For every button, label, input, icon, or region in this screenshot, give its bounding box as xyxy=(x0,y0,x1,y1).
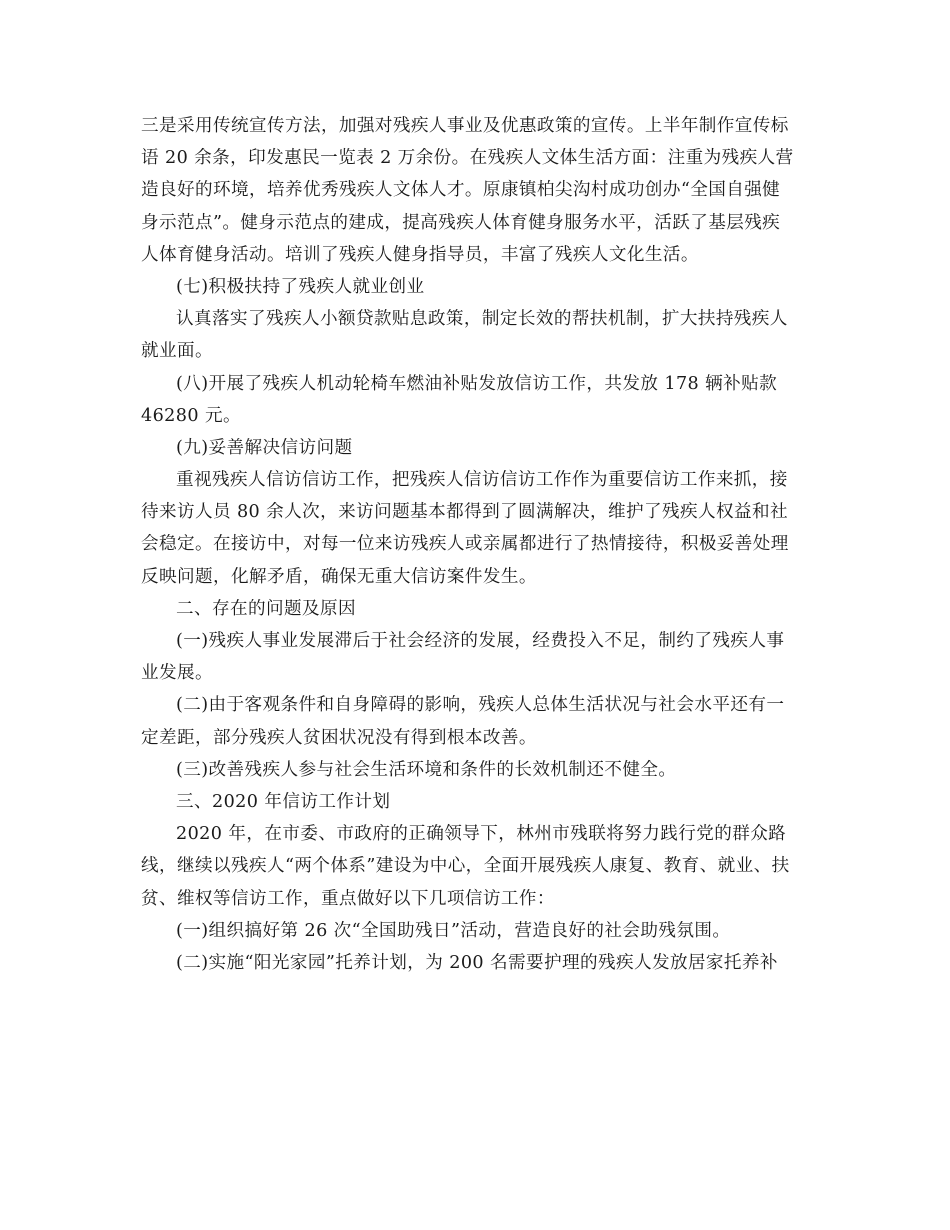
text-line: 待来访人员 80 余人次，来访问题基本都得到了圆满解决，维护了残疾人权益和社 xyxy=(141,502,788,523)
section-heading-7 xyxy=(141,271,811,303)
text-line: (二)实施“阳光家园”托养计划，为 200 名需要护理的残疾人发放居家托养补 xyxy=(176,952,778,973)
text-line: (二)由于客观条件和自身障碍的影响，残疾人总体生活状况与社会水平还有一 xyxy=(176,695,785,716)
problem-item-1 xyxy=(141,625,811,689)
text-line: 就业面。 xyxy=(141,341,213,362)
text-line: 重视残疾人信访信访工作，把残疾人信访信访工作作为重要信访工作来抓，接 xyxy=(176,470,788,491)
problem-item-2 xyxy=(141,689,811,753)
text-line: (八)开展了残疾人机动轮椅车燃油补贴发放信访工作，共发放 178 辆补贴款 xyxy=(176,373,778,394)
text-line: (三)改善残疾人参与社会生活环境和条件的长效机制还不健全。 xyxy=(176,759,677,780)
section-item-8 xyxy=(141,368,811,432)
paragraph-plan-intro xyxy=(141,818,811,915)
text-line: (九)妥善解决信访问题 xyxy=(176,437,353,458)
plan-item-2 xyxy=(141,947,811,979)
text-line: (一)残疾人事业发展滞后于社会经济的发展，经费投入不足，制约了残疾人事 xyxy=(176,631,785,651)
text-line: 造良好的环境，培养优秀残疾人文体人才。原康镇柏尖沟村成功创办“全国自强健 xyxy=(141,180,781,201)
text-line: 三、2020 年信访工作计划 xyxy=(176,791,391,812)
plan-item-1 xyxy=(141,915,811,947)
paragraph-petitions xyxy=(141,464,811,593)
text-line: 反映问题，化解矛盾，确保无重大信访案件发生。 xyxy=(141,566,537,587)
text-line: 线，继续以残疾人“两个体系”建设为中心，全面开展残疾人康复、教育、就业、扶 xyxy=(141,856,790,877)
text-line: 语 20 余条，印发惠民一览表 2 万余份。在残疾人文体生活方面：注重为残疾人营 xyxy=(141,148,794,169)
text-line: 2020 年，在市委、市政府的正确领导下，林州市残联将努力践行党的群众路 xyxy=(176,824,787,845)
paragraph-publicity-and-culture xyxy=(141,110,811,271)
text-line: 人体育健身活动。培训了残疾人健身指导员，丰富了残疾人文化生活。 xyxy=(141,244,699,265)
text-line: 认真落实了残疾人小额贷款贴息政策，制定长效的帮扶机制，扩大扶持残疾人 xyxy=(176,309,788,330)
text-line: (一)组织搞好第 26 次“全国助残日”活动，营造良好的社会助残氛围。 xyxy=(176,920,731,941)
paragraph-employment xyxy=(141,303,811,367)
text-line: 贫、维权等信访工作，重点做好以下几项信访工作： xyxy=(141,888,555,909)
text-line: 会稳定。在接访中，对每一位来访残疾人或亲属都进行了热情接待，积极妥善处理 xyxy=(141,534,789,555)
text-line: 业发展。 xyxy=(141,663,213,684)
text-line: 46280 元。 xyxy=(141,405,241,426)
text-line: (七)积极扶持了残疾人就业创业 xyxy=(176,276,425,297)
text-line: 二、存在的问题及原因 xyxy=(176,598,356,619)
text-line: 身示范点”。健身示范点的建成，提高残疾人体育健身服务水平，活跃了基层残疾 xyxy=(141,212,781,233)
section-heading-9 xyxy=(141,432,811,464)
text-line: 定差距，部分残疾人贫困状况没有得到根本改善。 xyxy=(141,727,537,748)
section-heading-plan xyxy=(141,786,811,818)
document-body xyxy=(141,110,811,979)
section-heading-problems xyxy=(141,593,811,625)
problem-item-3 xyxy=(141,754,811,786)
text-line: 三是采用传统宣传方法，加强对残疾人事业及优惠政策的宣传。上半年制作宣传标 xyxy=(141,116,789,136)
